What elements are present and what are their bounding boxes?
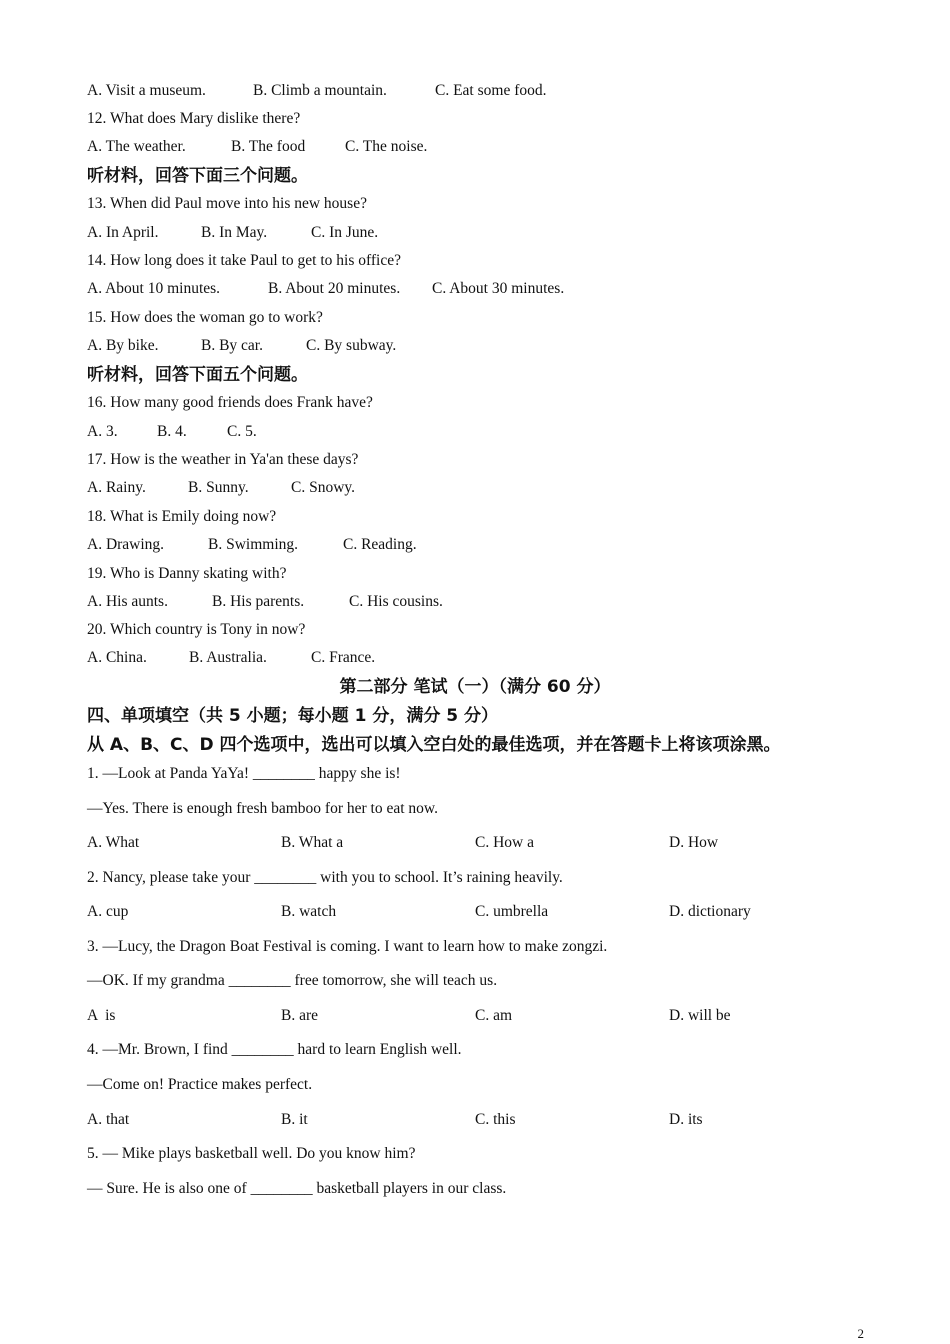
option-d: D. dictionary (669, 903, 751, 920)
options-19 (87, 592, 443, 612)
option-a: A. China. (87, 649, 147, 666)
options-12 (87, 137, 427, 157)
option-b: B. His parents. (212, 593, 305, 610)
option-c: C. His cousins. (349, 593, 443, 610)
option-a: A. What (87, 834, 140, 851)
option-d: D. will be (669, 1007, 731, 1024)
option-a: A. In April. (87, 224, 159, 241)
option-c: C. The noise. (345, 138, 428, 155)
option-a: A. His aunts. (87, 593, 168, 610)
option-c: C. France. (311, 649, 376, 666)
option-a: A. The weather. (87, 138, 186, 155)
grammar-options-2 (87, 902, 751, 922)
option-c: C. About 30 minutes. (432, 280, 565, 297)
option-a: A. By bike. (87, 337, 159, 354)
option-a: A. that (87, 1111, 130, 1128)
option-b: B. Swimming. (208, 536, 299, 553)
options-11 (87, 81, 547, 101)
options-20 (87, 648, 375, 668)
option-c: C. umbrella (475, 903, 549, 920)
option-b: B. In May. (201, 224, 268, 241)
grammar-question-2: 2. Nancy, please take your ________ with you to school. It’s raining heavily. (87, 869, 563, 886)
option-c: C. Eat some food. (435, 82, 547, 99)
option-d: D. its (669, 1111, 703, 1128)
option-c: C. am (475, 1007, 513, 1024)
option-b: B. By car. (201, 337, 263, 354)
question-13: 13. When did Paul move into his new house? (87, 195, 367, 212)
option-a: A. Visit a museum. (87, 82, 206, 99)
option-b: B. it (281, 1111, 308, 1128)
options-14 (87, 279, 564, 299)
option-a: A. About 10 minutes. (87, 280, 221, 297)
option-c: C. Snowy. (291, 479, 356, 496)
grammar-options-1 (87, 833, 718, 853)
section-title: 四、单项填空（共 5 小题；每小题 1 分，满分 5 分） (87, 706, 498, 726)
question-12: 12. What does Mary dislike there? (87, 110, 301, 127)
grammar-question-1: 1. —Look at Panda YaYa! ________ happy she is! (87, 765, 401, 782)
option-b: B. The food (231, 138, 306, 155)
grammar-response-1: —Yes. There is enough fresh bamboo for her to eat now. (87, 800, 438, 817)
option-b: B. 4. (157, 423, 187, 440)
option-b: B. Climb a mountain. (253, 82, 387, 99)
options-13 (87, 223, 378, 243)
options-16 (87, 422, 257, 442)
option-b: B. watch (281, 903, 337, 920)
question-18: 18. What is Emily doing now? (87, 508, 277, 525)
question-17: 17. How is the weather in Ya'an these days? (87, 451, 359, 468)
option-b: B. About 20 minutes. (268, 280, 401, 297)
question-16: 16. How many good friends does Frank have? (87, 394, 373, 411)
question-19: 19. Who is Danny skating with? (87, 565, 287, 582)
section-heading: 听材料，回答下面三个问题。 (87, 166, 308, 186)
option-a: A. cup (87, 903, 129, 920)
question-15: 15. How does the woman go to work? (87, 309, 323, 326)
grammar-options-4 (87, 1110, 703, 1130)
grammar-options-3 (87, 1006, 731, 1026)
section-heading: 听材料，回答下面五个问题。 (87, 365, 308, 385)
options-18 (87, 535, 417, 555)
option-c: C. How a (475, 834, 534, 851)
question-14: 14. How long does it take Paul to get to his office? (87, 252, 401, 269)
option-a: A. Rainy. (87, 479, 146, 496)
grammar-question-4: 4. —Mr. Brown, I find ________ hard to learn English well. (87, 1041, 462, 1058)
option-a: A. 3. (87, 423, 118, 440)
option-c: C. 5. (227, 423, 257, 440)
option-c: C. By subway. (306, 337, 397, 354)
grammar-question-5: 5. — Mike plays basketball well. Do you know him? (87, 1145, 416, 1162)
options-15 (87, 336, 396, 356)
section-instruction: 从 A、B、C、D 四个选项中，选出可以填入空白处的最佳选项，并在答题卡上将该项涂黑。 (87, 735, 781, 755)
option-b: B. are (281, 1007, 319, 1024)
option-a: A. Drawing. (87, 536, 165, 553)
option-c: C. this (475, 1111, 516, 1128)
grammar-response-3: —OK. If my grandma ________ free tomorrow, she will teach us. (87, 972, 498, 989)
option-c: C. Reading. (343, 536, 417, 553)
option-c: C. In June. (311, 224, 379, 241)
option-b: B. Australia. (189, 649, 267, 666)
grammar-question-3: 3. —Lucy, the Dragon Boat Festival is coming. I want to learn how to make zongzi. (87, 938, 608, 955)
option-a: A is (87, 1007, 116, 1024)
grammar-response-5: — Sure. He is also one of ________ basketball players in our class. (87, 1180, 507, 1197)
option-b: B. What a (281, 834, 344, 851)
option-b: B. Sunny. (188, 479, 249, 496)
question-20: 20. Which country is Tony in now? (87, 621, 306, 638)
page-number: 2 (857, 1326, 864, 1341)
option-d: D. How (669, 834, 719, 851)
grammar-response-4: —Come on! Practice makes perfect. (87, 1076, 313, 1093)
part-title: 第二部分 笔试（一）（满分 60 分） (339, 677, 611, 697)
options-17 (87, 478, 355, 498)
